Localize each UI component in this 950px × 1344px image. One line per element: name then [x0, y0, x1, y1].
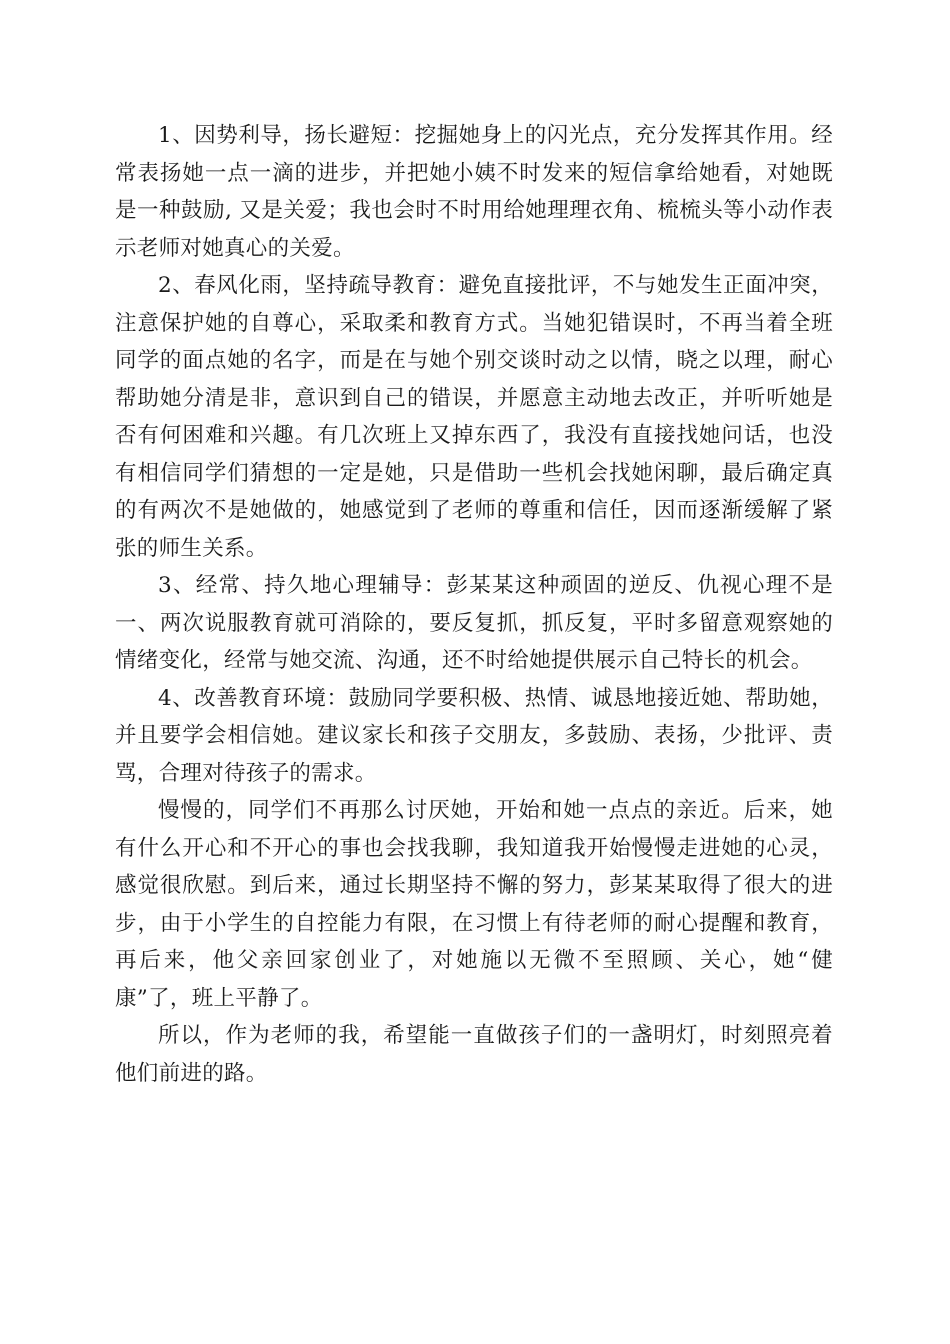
- paragraph-strategy-2: 2、春风化雨，坚持疏导教育：避免直接批评，不与她发生正面冲突，注意保护她的自尊心，采取柔和教育方式。当她犯错误时，不再当着全班同学的面点她的名字，而是在与她个别交谈时动之以情，晓之以理，耐心帮助她分清是非，意识到自己的错误，并愿意主动地去改正，并听听她是否有何困难和兴趣。有几次班上又掉东西了，我没有直接找她问话，也没有相信同学们猜想的一定是她，只是借助一些机会找她闲聊，最后确定真的有两次不是她做的，她感觉到了老师的尊重和信任，因而逐渐缓解了紧张的师生关系。: [115, 273, 833, 561]
- paragraph-outcome: 慢慢的，同学们不再那么讨厌她，开始和她一点点的亲近。后来，她有什么开心和不开心的事也会找我聊，我知道我开始慢慢走进她的心灵，感觉很欣慰。到后来，通过长期坚持不懈的努力，彭某某取得了很大的进步，由于小学生的自控能力有限，在习惯上有待老师的耐心提醒和教育，再后来，他父亲回家创业了，对她施以无微不至照顾、关心，她“健康”了，班上平静了。: [115, 798, 833, 1011]
- paragraph-strategy-1: 1、因势利导，扬长避短：挖掘她身上的闪光点，充分发挥其作用。经常表扬她一点一滴的进步，并把她小姨不时发来的短信拿给她看，对她既是一种鼓励, 又是关爱；我也会时不时用给她理理衣角、梳梳头等小动作表示老师对她真心的关爱。: [115, 123, 833, 261]
- document-body: [115, 117, 833, 1092]
- paragraph-strategy-4: 4、改善教育环境：鼓励同学要积极、热情、诚恳地接近她、帮助她，并且要学会相信她。建议家长和孩子交朋友，多鼓励、表扬，少批评、责骂，合理对待孩子的需求。: [115, 685, 833, 786]
- paragraph-conclusion: 所以，作为老师的我，希望能一直做孩子们的一盏明灯，时刻照亮着他们前进的路。: [115, 1023, 833, 1086]
- paragraph-strategy-3: 3、经常、持久地心理辅导：彭某某这种顽固的逆反、仇视心理不是一、两次说服教育就可消除的，要反复抓，抓反复，平时多留意观察她的情绪变化，经常与她交流、沟通，还不时给她提供展示自己特长的机会。: [115, 573, 833, 673]
